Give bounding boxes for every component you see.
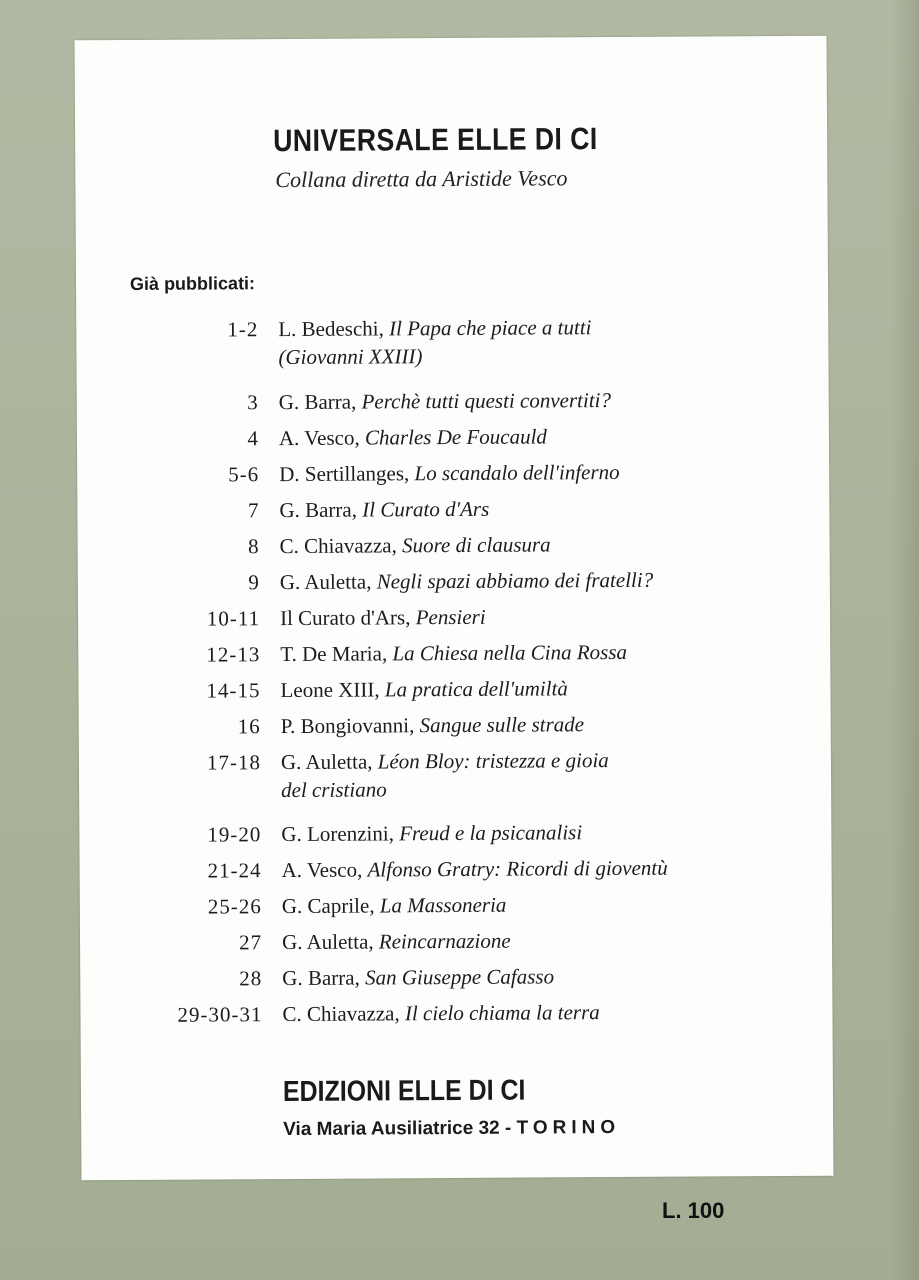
- book-title: Léon Bloy: tristezza e gioia: [377, 748, 609, 774]
- book-author: G. Barra,: [278, 389, 357, 415]
- book-title: La Massoneria: [379, 892, 507, 918]
- book-title: Charles De Foucauld: [364, 424, 547, 450]
- book-entry: [78, 673, 830, 703]
- address-street: Via Maria Ausiliatrice 32 -: [283, 1117, 512, 1141]
- book-text: [280, 565, 800, 596]
- book-entry: [78, 529, 830, 559]
- book-number: 27: [238, 930, 263, 955]
- book-entry: [79, 817, 831, 847]
- publisher-address: [283, 1117, 620, 1141]
- book-number: 10-11: [206, 606, 261, 631]
- book-title: La Chiesa nella Cina Rossa: [392, 639, 628, 666]
- book-entry: [77, 421, 829, 451]
- book-author: P. Bongiovanni,: [280, 713, 415, 739]
- book-author: A. Vesco,: [278, 425, 360, 451]
- book-text: [280, 673, 800, 704]
- book-entry: [79, 745, 831, 803]
- book-author: G. Auletta,: [280, 749, 373, 775]
- book-number: 17-18: [206, 750, 262, 775]
- book-text: [279, 493, 799, 524]
- book-title: Sangue sulle strade: [419, 712, 585, 738]
- book-title: Reincarnazione: [378, 928, 511, 954]
- book-entry: [79, 709, 831, 739]
- book-text: [282, 853, 802, 884]
- book-title: Suore di clausura: [401, 532, 551, 558]
- book-number: 1-2: [227, 317, 259, 342]
- address-city: TORINO: [516, 1116, 621, 1139]
- book-number: 9: [248, 570, 260, 595]
- book-entry: [80, 853, 832, 883]
- book-author: G. Caprile,: [281, 893, 375, 919]
- book-number: 28: [239, 966, 263, 991]
- book-author: L. Bedeschi,: [278, 316, 384, 342]
- series-title: UNIVERSALE ELLE DI CI: [273, 121, 598, 159]
- book-entry: [76, 312, 828, 370]
- book-entry: [80, 961, 832, 991]
- book-text: [278, 312, 798, 371]
- book-title: Perchè tutti questi convertiti?: [361, 388, 612, 414]
- book-title: Lo scandalo dell'inferno: [414, 459, 620, 486]
- book-author: G. Barra,: [279, 497, 358, 523]
- book-entry: [80, 997, 832, 1027]
- book-title: La pratica dell'umiltà: [384, 676, 568, 702]
- book-number: 25-26: [207, 894, 262, 919]
- book-author: G. Auletta,: [279, 569, 372, 595]
- book-list: [75, 36, 834, 1181]
- book-number: 19-20: [207, 822, 262, 847]
- book-number: 5-6: [228, 462, 260, 487]
- book-entry: [80, 889, 832, 919]
- book-number: 14-15: [206, 678, 261, 703]
- book-number: 7: [247, 498, 260, 523]
- book-title-continued: (Giovanni XXIII): [278, 344, 423, 370]
- book-entry: [77, 493, 829, 523]
- book-title: Alfonso Gratry: Ricordi di gioventù: [367, 855, 668, 882]
- book-text: [281, 709, 801, 740]
- cover-edge-shadow: [891, 0, 919, 1280]
- book-entry: [78, 601, 830, 631]
- book-author: C. Chiavazza,: [282, 1001, 400, 1027]
- book-entry: [78, 565, 830, 595]
- book-text: [281, 817, 801, 848]
- book-text: [281, 745, 801, 804]
- book-author: G. Auletta,: [281, 929, 374, 955]
- book-text: [279, 421, 799, 452]
- book-author: D. Sertillanges,: [279, 461, 410, 487]
- book-entry: [77, 457, 829, 487]
- book-text: [282, 997, 802, 1028]
- book-title: Il Curato d'Ars: [362, 496, 490, 522]
- book-author: T. De Maria,: [280, 641, 388, 667]
- book-title-continued: del cristiano: [281, 777, 387, 803]
- book-number: 12-13: [206, 642, 261, 667]
- book-number: 16: [237, 714, 261, 739]
- book-number: 29-30-31: [177, 1002, 263, 1027]
- book-author: A. Vesco,: [281, 857, 363, 883]
- book-text: [280, 637, 800, 668]
- book-title: San Giuseppe Cafasso: [364, 964, 555, 990]
- book-author: C. Chiavazza,: [279, 533, 397, 559]
- price-label: L. 100: [662, 1198, 725, 1223]
- book-entry: [77, 385, 829, 415]
- book-author: G. Barra,: [282, 965, 360, 991]
- book-title: Freud e la psicanalisi: [399, 820, 583, 846]
- book-author: Il Curato d'Ars,: [279, 605, 411, 631]
- book-title: Pensieri: [415, 604, 486, 630]
- book-title: Negli spazi abbiamo dei fratelli?: [376, 567, 654, 594]
- book-author: G. Lorenzini,: [281, 821, 394, 847]
- published-heading: Già pubblicati:: [129, 273, 256, 294]
- book-text: [280, 529, 800, 560]
- series-editor: Collana diretta da Aristide Vesco: [275, 165, 568, 193]
- book-entry: [78, 637, 830, 667]
- book-text: [279, 385, 799, 416]
- book-text: [282, 925, 802, 956]
- book-text: [279, 457, 799, 488]
- book-number: 4: [247, 426, 260, 451]
- book-number: 8: [248, 534, 260, 559]
- book-text: [282, 961, 802, 992]
- book-number: 3: [247, 390, 259, 415]
- publisher-name: EDIZIONI ELLE DI CI: [282, 1074, 526, 1109]
- book-title: Il cielo chiama la terra: [404, 1000, 600, 1026]
- book-text: [282, 889, 802, 920]
- book-author: Leone XIII,: [280, 677, 380, 703]
- book-entry: [80, 925, 832, 955]
- book-text: [280, 601, 800, 632]
- printed-page: [75, 36, 834, 1181]
- book-title: Il Papa che piace a tutti: [389, 315, 592, 341]
- book-number: 21-24: [207, 858, 262, 883]
